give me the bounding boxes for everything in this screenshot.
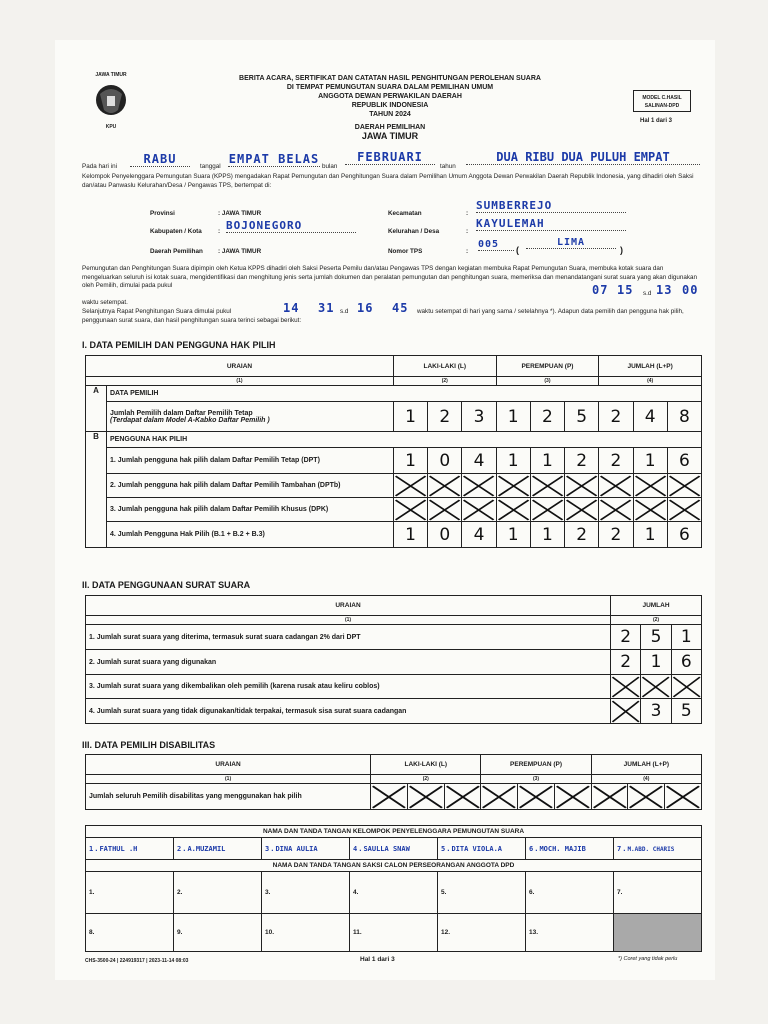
s2-r4-digit: 3 (641, 699, 671, 724)
strike-cross-icon (667, 498, 701, 522)
tahun-value: DUA RIBU DUA PULUH EMPAT (466, 150, 700, 165)
footer-code: CHS-3500-24 | 224919317 | 2023-11-14 08:03 (85, 958, 189, 964)
s1-a-p-digit: 1 (496, 402, 530, 432)
title-line-3: ANGGOTA DEWAN PERWAKILAN DAERAH (318, 93, 462, 100)
kpu-logo (88, 72, 134, 134)
bulan-value: FEBRUARI (345, 150, 435, 165)
strike-cross-icon (428, 498, 462, 522)
s2-uraian-header: URAIAN (86, 596, 611, 616)
kpps-member (174, 838, 262, 860)
s1-a-row-label (107, 402, 394, 432)
count-start-hour: 14 (283, 301, 300, 315)
strike-cross-icon (565, 474, 599, 498)
s2-j-header: JUMLAH (611, 596, 702, 616)
saksi-slot: 11. (350, 914, 438, 952)
s1-b1-p-digit: 2 (565, 448, 599, 474)
tanggal-value: EMPAT BELAS (228, 152, 320, 166)
s1-uraian-header: URAIAN (86, 356, 394, 377)
shaded-cell (614, 914, 702, 952)
count-continuation: waktu setempat di hari yang sama / setelahnya *). Adapun data pemilih dan pengguna hak pilih, penggunaan surat suara, dan hasil penghitungan suara terinci sebagai berikut: (82, 308, 684, 324)
footer-page: Hal 1 dari 3 (360, 956, 395, 963)
s2-r3-label (86, 675, 611, 699)
saksi-slot: 3. (262, 872, 350, 914)
strike-cross-icon (481, 784, 518, 810)
kpps-name: DITA VIOLA.A (451, 844, 503, 853)
strike-cross-icon (407, 784, 444, 810)
kelurahan-label: Kelurahan / Desa (388, 228, 440, 235)
s2-r1-digit: 2 (611, 625, 641, 650)
s1-a-l-digit: 2 (428, 402, 462, 432)
strike-cross-icon (628, 784, 665, 810)
strike-cross-icon (518, 784, 555, 810)
kpps-member (86, 838, 174, 860)
document-title (200, 74, 580, 141)
tps-colon: : (466, 248, 469, 255)
strike-cross-icon (428, 474, 462, 498)
start-hour: 07 (592, 283, 609, 297)
strike-cross-icon (611, 675, 641, 699)
s3-n2: (2) (371, 775, 481, 784)
s2-r3-text: 3. Jumlah surat suara yang dikembalikan oleh pemilih (karena rusak atau keliru coblos) (89, 683, 380, 690)
s1-b3-row (86, 498, 702, 522)
end-hour: 13 (656, 283, 673, 297)
tps-close-paren: ) (620, 245, 623, 255)
saksi-slot: 13. (526, 914, 614, 952)
end-minute: 00 (682, 283, 699, 297)
s1-b1-p-digit: 1 (496, 448, 530, 474)
s3-j-header: JUMLAH (L+P) (591, 755, 701, 775)
saksi-slot: 6. (526, 872, 614, 914)
s3-uraian-header: URAIAN (86, 755, 371, 775)
tps-label: Nomor TPS (388, 248, 423, 255)
s1-a-l-digit: 1 (393, 402, 427, 432)
s1-b4-j-digit: 6 (667, 522, 701, 548)
saksi-slot: 9. (174, 914, 262, 952)
s2-r4-label: 4. Jumlah surat suara yang tidak digunakan/tidak terpakai, termasuk sisa surat suara cadangan (86, 699, 611, 724)
strike-cross-icon (530, 498, 564, 522)
section-2-table (85, 595, 702, 724)
s3-p-header: PEREMPUAN (P) (481, 755, 591, 775)
kpps-no: 1. (89, 844, 100, 853)
daerah-pemilihan-label: Daerah Pemilihan (150, 248, 203, 255)
s1-b1-j-digit: 6 (667, 448, 701, 474)
daerah-pemilihan-value: : JAWA TIMUR (218, 248, 262, 255)
s1-a-j-digit: 4 (633, 402, 667, 432)
strike-cross-icon (496, 474, 530, 498)
s1-b1-l-digit: 4 (462, 448, 496, 474)
s1-b4-l-digit: 4 (462, 522, 496, 548)
s2-r1-digit: 5 (641, 625, 671, 650)
strike-cross-icon (667, 474, 701, 498)
s2-r1-label: 1. Jumlah surat suara yang diterima, termasuk surat suara cadangan 2% dari DPT (86, 625, 611, 650)
kpps-no: 3. (265, 844, 276, 853)
kpps-name: M.ABD. CHARIS (627, 845, 675, 853)
kpps-no: 5. (441, 844, 452, 853)
kpps-name: DINA AULIA (275, 844, 318, 853)
count-sd: s.d (340, 308, 349, 315)
count-end-hour: 16 (357, 301, 374, 315)
count-end-minute: 45 (392, 301, 409, 315)
s2-r2-digit: 1 (641, 650, 671, 675)
title-line-1: BERITA ACARA, SERTIFIKAT DAN CATATAN HASIL PENGHITUNGAN PEROLEHAN SUARA (239, 75, 541, 82)
title-line-4: REPUBLIK INDONESIA (351, 102, 429, 109)
intro-paragraph: Kelompok Penyelenggara Pemungutan Suara (KPPS) mengadakan Rapat Pemungutan dan Penghitungan Suara dalam Pemilihan Umum Anggota Dewan Perwakilan Daerah Republik Indonesia, yang dihadiri oleh Saksi dan/atau Panwaslu Kelurahan/Desa / Pengawas TPS, bertempat di: (82, 173, 694, 189)
strike-cross-icon (444, 784, 481, 810)
s1-j-header: JUMLAH (L+P) (599, 356, 702, 377)
saksi-slot: 7. (614, 872, 702, 914)
saksi-slot: 4. (350, 872, 438, 914)
s3-n3: (3) (481, 775, 591, 784)
tps-open-paren: ( (516, 245, 519, 255)
kabupaten-label: Kabupaten / Kota (150, 228, 202, 235)
kpps-title: NAMA DAN TANDA TANGAN KELOMPOK PENYELENGGARA PEMUNGUTAN SUARA (86, 826, 702, 838)
section-2-title: II. DATA PENGGUNAAN SURAT SUARA (82, 580, 251, 590)
daerah-label: DAERAH PEMILIHAN (354, 124, 426, 131)
section-3-title: III. DATA PEMILIH DISABILITAS (82, 740, 216, 750)
strike-cross-icon (530, 474, 564, 498)
s1-b-letter: B (86, 432, 107, 548)
s1-b1-j-digit: 1 (633, 448, 667, 474)
strike-cross-icon (633, 474, 667, 498)
s1-b2-label: 2. Jumlah pengguna hak pilih dalam Daftar Pemilih Tambahan (DPTb) (107, 474, 394, 498)
kpps-name: FATHUL .H (99, 844, 138, 853)
s1-n4: (4) (599, 377, 702, 386)
s1-b1-label: 1. Jumlah pengguna hak pilih dalam Daftar Pemilih Tetap (DPT) (107, 448, 394, 474)
provinsi-value: : JAWA TIMUR (218, 210, 262, 217)
s1-a-p-digit: 2 (530, 402, 564, 432)
s1-b-title: PENGGUNA HAK PILIH (107, 432, 702, 448)
s1-p-header: PEREMPUAN (P) (496, 356, 599, 377)
s1-n3: (3) (496, 377, 599, 386)
model-box-line-2: SALINAN-DPD (644, 103, 680, 109)
bulan-label: bulan (322, 163, 338, 170)
s2-r2-digit: 2 (611, 650, 641, 675)
kpps-no: 4. (353, 844, 364, 853)
kpps-member (438, 838, 526, 860)
s1-b3-label: 3. Jumlah pengguna hak pilih dalam Daftar Pemilih Khusus (DPK) (107, 498, 394, 522)
s1-b4-p-digit: 1 (496, 522, 530, 548)
page-label: Hal 1 dari 3 (640, 118, 673, 124)
garuda-emblem-icon (94, 80, 128, 120)
saksi-slot: 5. (438, 872, 526, 914)
kecamatan-label: Kecamatan (388, 210, 422, 217)
kecamatan-colon: : (466, 210, 469, 217)
hari-value: RABU (130, 152, 190, 167)
strike-cross-icon (633, 498, 667, 522)
strike-cross-icon (591, 784, 628, 810)
s2-n1: (1) (86, 616, 611, 625)
title-line-2: DI TEMPAT PEMUNGUTAN SUARA DALAM PEMILIHAN UMUM (286, 84, 494, 91)
s1-l-header: LAKI-LAKI (L) (393, 356, 496, 377)
s3-r1-label: Jumlah seluruh Pemilih disabilitas yang menggunakan hak pilih (86, 784, 371, 810)
kelurahan-colon: : (466, 228, 469, 235)
s1-a-row-line2: (Terdapat dalam Model A-Kabko Daftar Pemilih ) (110, 416, 270, 424)
s1-b1-l-digit: 1 (393, 448, 427, 474)
kpps-name: SAULLA SNAW (363, 844, 410, 853)
s1-n1: (1) (86, 377, 394, 386)
s1-b4-l-digit: 1 (393, 522, 427, 548)
strike-cross-icon (599, 474, 633, 498)
strike-cross-icon (671, 675, 701, 699)
s1-b4-label: 4. Jumlah Pengguna Hak Pilih (B.1 + B.2 + B.3) (107, 522, 394, 548)
strike-cross-icon (496, 498, 530, 522)
s1-a-p-digit: 5 (565, 402, 599, 432)
s1-b1-j-digit: 2 (599, 448, 633, 474)
kpps-member (614, 838, 702, 860)
tps-words: LIMA (526, 237, 616, 249)
logo-caption-bottom: KPU (105, 124, 117, 130)
pada-hari-label: Pada hari ini (82, 163, 118, 170)
saksi-slot: 10. (262, 914, 350, 952)
model-box (633, 90, 691, 112)
kpps-no: 6. (529, 844, 540, 853)
s1-n2: (2) (393, 377, 496, 386)
s1-b4-p-digit: 1 (530, 522, 564, 548)
model-box-line-1: MODEL C.HASIL (642, 95, 682, 101)
s1-a-title: DATA PEMILIH (107, 386, 702, 402)
s2-r1-digit: 1 (671, 625, 701, 650)
s2-n2: (2) (611, 616, 702, 625)
strike-cross-icon (611, 699, 641, 724)
kpps-name: MOCH. MAJIB (539, 844, 586, 853)
strike-cross-icon (393, 474, 427, 498)
s2-r2-digit: 6 (671, 650, 701, 675)
start-sd: s.d (643, 290, 652, 297)
waktu-setempat: waktu setempat. (82, 299, 128, 306)
s2-r2-label: 2. Jumlah surat suara yang digunakan (86, 650, 611, 675)
kpps-member (350, 838, 438, 860)
kpps-name: A.MUZAMIL (187, 844, 226, 853)
saksi-slot: 1. (86, 872, 174, 914)
count-start-text: Selanjutnya Rapat Penghitungan Suara dimulai pukul (82, 308, 232, 315)
s1-b4-p-digit: 2 (565, 522, 599, 548)
s1-a-row-line1: Jumlah Pemilih dalam Daftar Pemilih Tetap (110, 409, 253, 417)
s3-l-header: LAKI-LAKI (L) (371, 755, 481, 775)
saksi-slot: 12. (438, 914, 526, 952)
strike-cross-icon (462, 498, 496, 522)
section-3-table (85, 754, 702, 810)
kabupaten-value: BOJONEGORO (226, 219, 356, 233)
s1-b2-row (86, 474, 702, 498)
strike-cross-icon (565, 498, 599, 522)
s3-n4: (4) (591, 775, 701, 784)
s3-n1: (1) (86, 775, 371, 784)
kpps-no: 2. (177, 844, 188, 853)
s1-b4-l-digit: 0 (428, 522, 462, 548)
s1-b1-l-digit: 0 (428, 448, 462, 474)
tahun-label: tahun (440, 163, 456, 170)
section-1-table (85, 355, 702, 548)
s1-a-l-digit: 3 (462, 402, 496, 432)
s2-r4-digit: 5 (671, 699, 701, 724)
strike-cross-icon (554, 784, 591, 810)
strike-cross-icon (371, 784, 408, 810)
logo-caption-top: JAWA TIMUR (95, 72, 127, 78)
kelurahan-value: KAYULEMAH (476, 217, 626, 231)
s1-b1-p-digit: 1 (530, 448, 564, 474)
s1-a-letter: A (86, 386, 107, 432)
provinsi-label: Provinsi (150, 210, 175, 217)
tps-number: 005 (478, 239, 514, 251)
title-line-5: TAHUN 2024 (369, 111, 411, 118)
start-minute: 15 (617, 283, 634, 297)
daerah-value: JAWA TIMUR (361, 131, 419, 141)
process-paragraph: Pemungutan dan Penghitungan Suara dipimpin oleh Ketua KPPS dihadiri oleh Saksi Peserta Pemilu dan/atau Pengawas TPS dengan kegiatan membuka Rapat Pemungutan Suara, membuka kotak suara dan mengeluarkan seluruh isi kotak suara, mengidentifikasi dan menghitung jenis serta jumlah dokumen dan peralatan pemungutan dan penghitungan suara, memeriksa dan menandatangani surat suara yang akan digunakan oleh Pemilih, dimulai pada pukul (82, 265, 698, 289)
strike-cross-icon (599, 498, 633, 522)
footer-note: *) Coret yang tidak perlu (618, 956, 678, 962)
s1-a-j-digit: 8 (667, 402, 701, 432)
strike-cross-icon (641, 675, 671, 699)
kecamatan-value: SUMBERREJO (476, 199, 626, 213)
strike-cross-icon (665, 784, 702, 810)
kpps-no: 7. (617, 844, 628, 853)
kpps-member (262, 838, 350, 860)
count-start-minute: 31 (318, 301, 335, 315)
s1-b4-j-digit: 2 (599, 522, 633, 548)
section-1-title: I. DATA PEMILIH DAN PENGGUNA HAK PILIH (82, 340, 276, 350)
s1-b4-j-digit: 1 (633, 522, 667, 548)
strike-cross-icon (462, 474, 496, 498)
kabupaten-colon: : (218, 228, 221, 235)
s1-a-j-digit: 2 (599, 402, 633, 432)
saksi-slot: 8. (86, 914, 174, 952)
tanggal-label: tanggal (200, 163, 221, 170)
signature-table (85, 825, 702, 952)
saksi-slot: 2. (174, 872, 262, 914)
kpps-member (526, 838, 614, 860)
strike-cross-icon (393, 498, 427, 522)
saksi-title: NAMA DAN TANDA TANGAN SAKSI CALON PERSEORANGAN ANGGOTA DPD (86, 860, 702, 872)
